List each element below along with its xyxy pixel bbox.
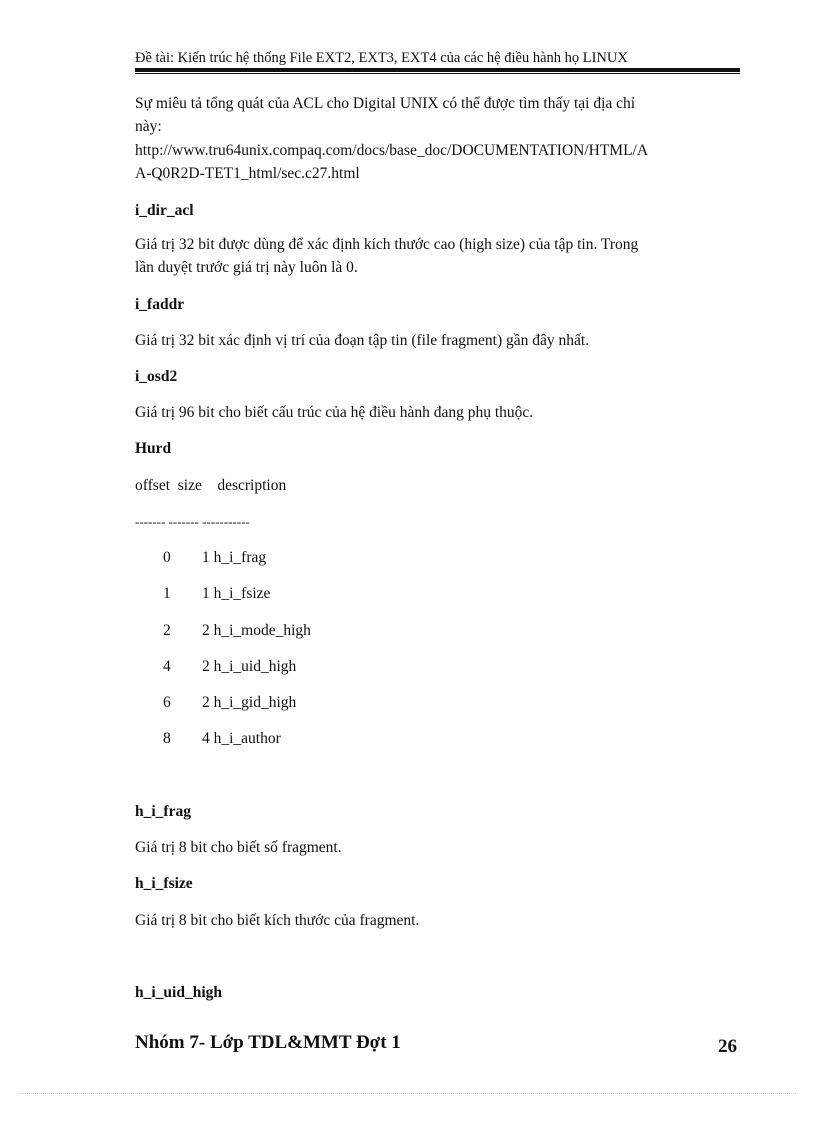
- section-heading: i_faddr: [135, 296, 185, 313]
- url-line: http://www.tru64unix.compaq.com/docs/base_doc/DOCUMENTATION/HTML/A: [135, 142, 649, 159]
- paragraph-line: Giá trị 8 bit cho biết kích thước của fragment.: [135, 912, 420, 929]
- paragraph-line: Giá trị 8 bit cho biết số fragment.: [135, 839, 342, 856]
- paragraph-line: Giá trị 96 bit cho biết cấu trúc của hệ điều hành đang phụ thuộc.: [135, 404, 534, 421]
- header-rule-thin: [135, 73, 740, 74]
- table-separator: ------- ------- -----------: [135, 514, 250, 529]
- running-header: Đề tài: Kiến trúc hệ thống File EXT2, EXT3, EXT4 của các hệ điều hành họ LINUX: [135, 50, 628, 66]
- table-header: offset size description: [135, 477, 287, 494]
- paragraph-line: Sự miêu tả tổng quát của ACL cho Digital UNIX có thể được tìm thấy tại địa chỉ: [135, 95, 636, 112]
- paragraph-line: Giá trị 32 bit được dùng để xác định kích thước cao (high size) của tập tin. Trong: [135, 236, 639, 253]
- page-boundary: [20, 1093, 796, 1094]
- footer-group: Nhóm 7- Lớp TDL&MMT Đợt 1: [135, 1032, 401, 1053]
- section-heading: h_i_fsize: [135, 875, 193, 892]
- paragraph-line: Giá trị 32 bit xác định vị trí của đoạn tập tin (file fragment) gần đây nhất.: [135, 332, 590, 349]
- section-heading: Hurd: [135, 440, 172, 457]
- paragraph-line: này:: [135, 118, 162, 135]
- page-number: 26: [718, 1036, 737, 1057]
- header-rule: [135, 68, 740, 72]
- section-heading: i_osd2: [135, 368, 178, 385]
- section-heading: h_i_uid_high: [135, 984, 223, 1001]
- url-line: A-Q0R2D-TET1_html/sec.c27.html: [135, 165, 360, 182]
- paragraph-line: lần duyệt trước giá trị này luôn là 0.: [135, 259, 358, 276]
- section-heading: h_i_frag: [135, 803, 191, 820]
- section-heading: i_dir_acl: [135, 202, 194, 219]
